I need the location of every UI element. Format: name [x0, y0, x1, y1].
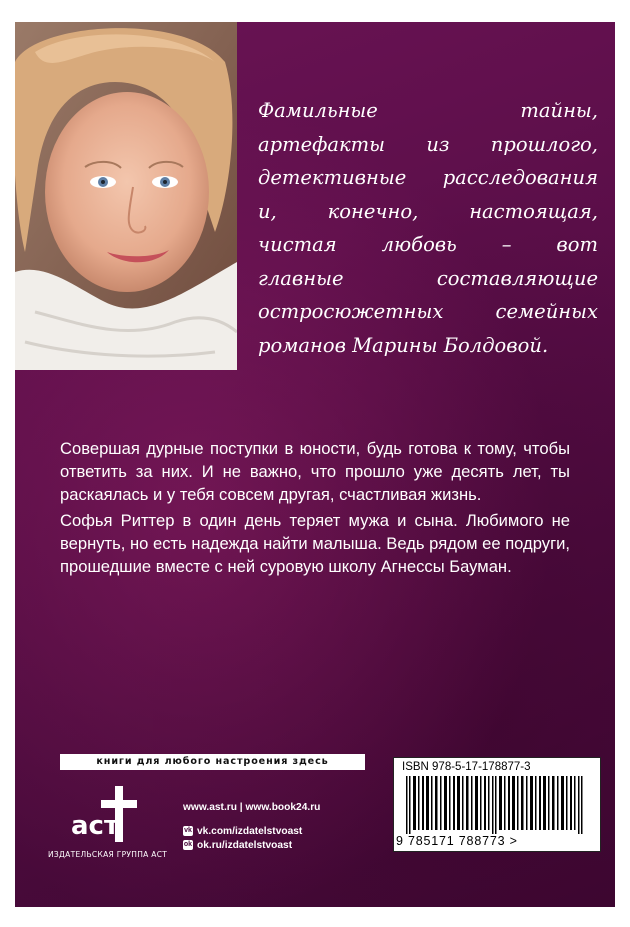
isbn-barcode [393, 757, 601, 852]
ast-logo-icon [67, 784, 147, 844]
author-quote [258, 94, 598, 362]
publisher-name: ИЗДАТЕЛЬСКАЯ ГРУППА АСТ [48, 850, 168, 859]
ok-icon: ok [183, 841, 193, 849]
quote-line: чистая любовь – вот [258, 233, 598, 256]
quote-line: детективные расследования [258, 166, 598, 189]
vk-link[interactable] [183, 826, 302, 837]
book-description [60, 437, 570, 578]
vk-icon: vk [184, 827, 192, 835]
quote-line: и, конечно, настоящая, [258, 199, 598, 223]
quote-line: Фамильные тайны, [258, 99, 598, 122]
quote-line: романов Марины Болдовой. [258, 333, 549, 357]
websites-link[interactable]: www.ast.ru | www.book24.ru [183, 802, 321, 813]
quote-line: артефакты из прошлого, [258, 132, 598, 156]
barcode-digits: 9 785171 788773 > [396, 834, 518, 848]
book-back-cover [15, 22, 615, 907]
description-paragraph: Совершая дурные поступки в юности, будь готова к тому, чтобы ответить за них. И не важно, что прошло уже десять лет, ты раскаялась и у тебя совсем другая, счастливая жизнь. [60, 439, 570, 505]
description-paragraph: Софья Риттер в один день теряет мужа и сына. Любимого не вернуть, но есть надежда найти малыша. Ведь рядом ее подруги, прошедшие вместе с ней суровую школу Агнессы Бауман. [60, 510, 570, 577]
ok-link-text: ok.ru/izdatelstvoast [197, 840, 293, 851]
isbn-number: ISBN 978-5-17-178877-3 [402, 761, 531, 773]
author-photo [15, 22, 237, 370]
tagline-banner: книги для любого настроения здесь [60, 754, 365, 770]
barcode-bars-icon [394, 776, 600, 836]
ok-link[interactable] [183, 840, 292, 851]
quote-line: остросюжетных семейных [258, 300, 598, 323]
vk-link-text: vk.com/izdatelstvoast [197, 826, 303, 837]
quote-line: главные составляющие [258, 266, 598, 290]
logo-text: аст [71, 811, 120, 841]
